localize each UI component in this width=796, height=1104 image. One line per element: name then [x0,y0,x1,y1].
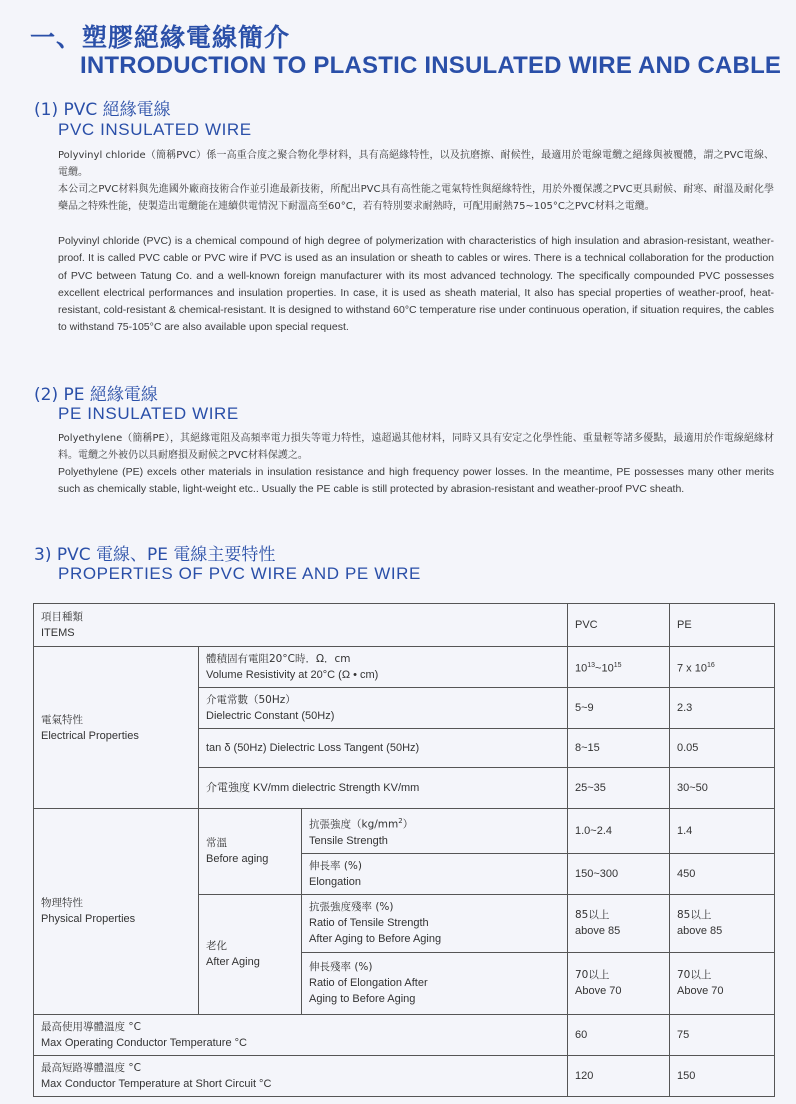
elongation-pe: 450 [670,853,775,894]
title-english: INTRODUCTION TO PLASTIC INSULATED WIRE AND CABLE [80,52,782,79]
elongation-ratio-en-1: Ratio of Elongation After [309,977,428,989]
elongation-label [302,853,568,894]
max-short-cn: 最高短路導體溫度 °C [41,1061,141,1074]
section3-heading-cn: 3) PVC 電線、PE 電線主要特性 [34,545,276,565]
max-short-label [34,1055,568,1096]
tensile-strength-cn-end: ） [402,818,414,831]
tensile-strength-cn-text: 抗張強度（kg/mm [309,818,399,831]
volume-resistivity-pvc [568,647,670,688]
dielectric-constant-pvc: 5~9 [568,688,670,729]
max-operating-cn: 最高使用導體溫度 °C [41,1020,141,1033]
elongation-ratio-cn: 伸長殘率 (%) [309,961,373,973]
pvc-base: 10 [575,662,588,675]
volume-resistivity-pe [670,647,775,688]
section1-paragraph-cn-2: 本公司之PVC材料與先進國外廠商技術合作並引進最新技術，所配出PVC具有高性能之電氣特性與絕緣特性，用於外覆保護之PVC更具耐候、耐寒、耐溫及耐化學藥品之特殊性能，使製造出電纜能在連續供電情況下耐溫高至60°C，若有特別要求耐熱時，可配用耐熱75~105°C之PVC材料之電纜。 [58,184,774,213]
pe-base: 7 x 10 [677,662,707,675]
volume-resistivity-cn: 體積固有電阻20°C時．Ω．cm [206,653,351,665]
tensile-ratio-label [302,894,568,952]
elongation-ratio-pe-en: Above 70 [677,985,724,997]
elongation-en: Elongation [309,875,361,888]
header-pvc: PVC [568,604,670,647]
tensile-strength-label [302,809,568,854]
elongation-cn: 伸長率 (%) [309,859,363,872]
max-operating-pvc: 60 [568,1014,670,1055]
loss-tangent-label: tan δ (50Hz) Dielectric Loss Tangent (50Hz) [199,729,568,768]
header-pe: PE [670,604,775,647]
electrical-group-en: Electrical Properties [41,729,139,742]
table-row [34,809,775,854]
dielectric-constant-pe: 2.3 [670,688,775,729]
tensile-strength-pe: 1.4 [670,809,775,854]
max-short-pvc: 120 [568,1055,670,1096]
physical-group-cell [34,809,199,1015]
section1-paragraph-cn-1: Polyvinyl chloride（簡稱PVC）係一高重合度之聚合物化學材料，具有高絕緣特性，以及抗磨擦、耐候性，最適用於電線電纜之絕緣與被覆體，謂之PVC電線、電纜。 [58,150,774,179]
after-aging-cn: 老化 [206,940,227,952]
elongation-pvc: 150~300 [568,853,670,894]
physical-group-cn: 物理特性 [41,897,83,910]
tensile-strength-en: Tensile Strength [309,834,388,847]
tensile-ratio-pvc-cn: 85以上 [575,909,610,921]
elongation-ratio-pvc [568,952,670,1014]
tensile-ratio-pe-en: above 85 [677,925,723,937]
tensile-ratio-pe-cn: 85以上 [677,909,712,921]
pe-exponent: 16 [706,661,715,669]
max-short-en: Max Conductor Temperature at Short Circuit °C [41,1077,272,1090]
dielectric-constant-cn: 介電常數（50Hz） [206,694,296,706]
elongation-ratio-pvc-cn: 70以上 [575,969,610,981]
header-items-cn: 項目種類 [41,611,83,623]
electrical-group-cell [34,647,199,809]
tensile-strength-cn-sup: 2 [398,817,403,825]
section2-paragraph-cn: Polyethylene（簡稱PE），其絕緣電阻及高頻率電力損失等電力特性，遠超過其他材料，同時又具有安定之化學性能、重量輕等諸多優點，最適用於作電線絕緣材料。電纜之外被仍以具耐磨損及耐候之PVC材料保護之。 [58,433,774,462]
before-aging-cell [199,809,302,895]
tensile-ratio-pvc-en: above 85 [575,925,621,937]
volume-resistivity-label [199,647,568,688]
section2-heading-cn: (2) PE 絕緣電線 [34,385,158,405]
properties-table [33,603,775,1097]
title-chinese: 一、塑膠絕緣電線簡介 [30,23,291,52]
dielectric-strength-pe: 30~50 [670,768,775,809]
section1-heading-cn: (1) PVC 絕緣電線 [34,100,171,120]
after-aging-cell [199,894,302,1014]
elongation-ratio-pe-cn: 70以上 [677,969,712,981]
section1-heading-en: PVC INSULATED WIRE [58,120,252,139]
volume-resistivity-en: Volume Resistivity at 20°C (Ω • cm) [206,669,379,681]
max-operating-pe: 75 [670,1014,775,1055]
before-aging-en: Before aging [206,853,269,866]
header-items-cell [34,604,568,647]
electrical-group-cn: 電氣特性 [41,713,83,726]
section2-paragraph-en: Polyethylene (PE) excels other materials in insulation resistance and high frequency power losses. In the meantime, PE possesses many other merits such as chemically stable, light-weight etc.. Usually the PE cable is still protected by abrasion-resistant and weather-proof PVC sheath. [58,466,774,496]
pvc-exponent-1: 13 [587,661,596,669]
dielectric-strength-pvc: 25~35 [568,768,670,809]
elongation-ratio-pe [670,952,775,1014]
tensile-ratio-pe [670,894,775,952]
max-operating-en: Max Operating Conductor Temperature °C [41,1036,247,1049]
loss-tangent-pvc: 8~15 [568,729,670,768]
tensile-strength-pvc: 1.0~2.4 [568,809,670,854]
section1-paragraph-en: Polyvinyl chloride (PVC) is a chemical compound of high degree of polymerization with characteristics of high insulation and abrasion-resistant, weather-proof. It is called PVC cable or PVC wire if PVC is used as an insulation or sheath to cables or wires. There is a technical collaboration for the production of PVC between Tatung Co. and a well-known foreign manufacturer with its most advanced technology. The specifically compounded PVC possesses excellent electrical performances and insulation properties. In case, it is used as sheath material, It also has special properties of weather-proof, heat-resistant, cold-resistant & chemical-resistant. It is designed to withstand 60°C temperature rise under continuous operation, if situation requires, the cables to withstand 75-105°C are also available upon special request. [58,235,774,334]
section3-heading-en: PROPERTIES OF PVC WIRE AND PE WIRE [58,564,421,583]
tensile-ratio-en-1: Ratio of Tensile Strength [309,917,429,929]
max-short-pe: 150 [670,1055,775,1096]
after-aging-en: After Aging [206,956,260,968]
tensile-ratio-pvc [568,894,670,952]
tensile-ratio-en-2: After Aging to Before Aging [309,933,442,945]
pvc-exponent-2: 15 [613,661,622,669]
dielectric-strength-label: 介電強度 KV/mm dielectric Strength KV/mm [199,768,568,809]
before-aging-cn: 常溫 [206,837,227,850]
elongation-ratio-en-2: Aging to Before Aging [309,993,416,1005]
table-row [34,1014,775,1055]
elongation-ratio-pvc-en: Above 70 [575,985,622,997]
table-row [34,647,775,688]
elongation-ratio-label [302,952,568,1014]
table-row [34,1055,775,1096]
max-operating-label [34,1014,568,1055]
physical-group-en: Physical Properties [41,913,136,926]
tensile-strength-cn [309,813,560,833]
loss-tangent-pe: 0.05 [670,729,775,768]
tensile-ratio-cn: 抗張強度殘率 (%) [309,901,394,913]
header-items-en: ITEMS [41,627,75,639]
pvc-mid: ~10 [595,662,614,675]
section2-heading-en: PE INSULATED WIRE [58,404,239,423]
dielectric-constant-label [199,688,568,729]
dielectric-constant-en: Dielectric Constant (50Hz) [206,710,335,722]
table-header-row [34,604,775,647]
